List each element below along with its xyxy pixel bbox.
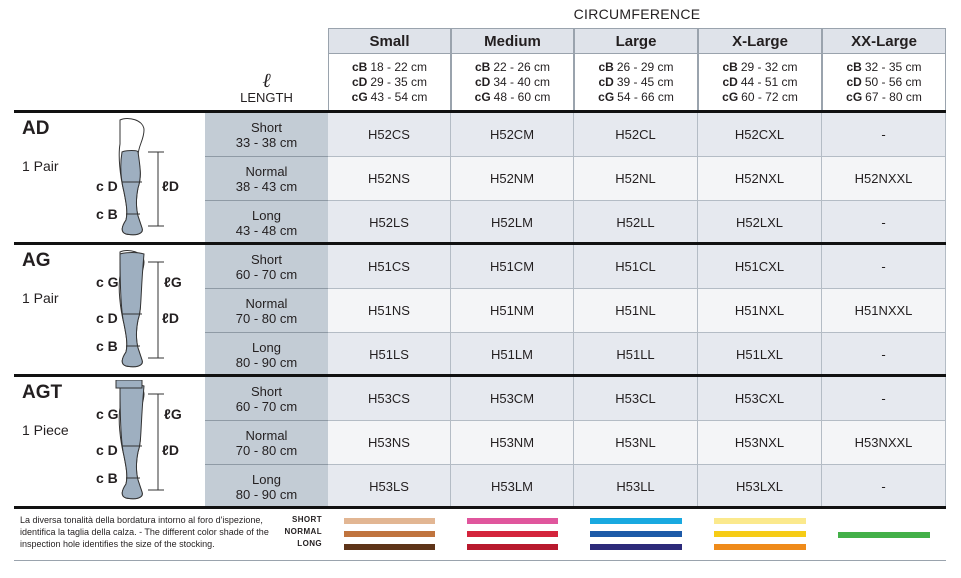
length-cell [205,421,328,465]
product-code-cell: H53NS [328,421,451,465]
group-subtitle: 1 Pair [22,158,59,174]
range-key: cB [846,59,862,74]
product-code-cell: H51LL [574,333,698,377]
range-line [352,75,428,90]
product-code-cell: H51NL [574,289,698,333]
product-code-cell: H53CS [328,377,451,421]
measure-tag-ld: ℓD [162,178,179,194]
color-swatch [714,544,806,550]
circumference-range [574,54,698,110]
color-swatch [590,531,682,537]
range-line [598,60,674,75]
range-line [475,90,551,105]
length-name: Short [250,251,283,267]
length-name: Long [252,207,281,223]
product-code-cell: H51NXL [698,289,822,333]
size-header: XX-Large [822,28,946,54]
product-code-cell: H53CM [451,377,574,421]
measure-tag-ld: ℓD [162,442,179,458]
range-key: cG [722,89,739,104]
measure-tag-cd: c D [96,442,118,458]
length-range: 80 - 90 cm [235,486,298,502]
footnote-text: La diversa tonalità della bordatura intorno al foro d'ispezione, identifica la taglia della calza. - The different color shade of the inspection hole identifies the size of the stocking. [20,515,269,549]
product-code-cell: H53NXXL [822,421,946,465]
product-code-cell: - [822,333,946,377]
range-line [352,90,428,105]
measure-tag-lg: ℓG [164,274,182,290]
range-line [475,75,551,90]
product-code-cell: H53CXL [698,377,822,421]
range-line [722,90,798,105]
length-range: 60 - 70 cm [235,398,298,414]
measure-tag-cg: c G [96,274,119,290]
swatch-row-labels [280,514,322,550]
product-code-cell: H52LS [328,201,451,245]
range-key: cD [846,74,862,89]
size-header: Large [574,28,698,54]
range-key: cD [474,74,491,89]
product-code-cell: H52CL [574,113,698,157]
color-swatch [467,544,558,550]
range-key: cD [722,74,738,89]
range-value: 18 - 22 cm [370,59,428,74]
measure-tag-cb: c B [96,338,118,354]
circumference-range [451,54,574,110]
range-line [352,60,428,75]
measure-tag-lg: ℓG [164,406,182,422]
swatch-row-label: NORMAL [284,527,322,536]
product-code-cell: H51NXXL [822,289,946,333]
group-subtitle: 1 Pair [22,290,59,306]
color-swatch [590,518,682,524]
range-value: 32 - 35 cm [864,59,922,74]
range-key: cB [351,59,368,74]
range-key: cB [474,59,491,74]
size-header: Medium [451,28,574,54]
product-code-cell: H53NL [574,421,698,465]
range-value: 50 - 56 cm [864,74,922,89]
product-code-cell: - [822,377,946,421]
product-code-cell: - [822,465,946,509]
product-code-cell: H52NXL [698,157,822,201]
product-code-cell: H51LS [328,333,451,377]
measure-tag-cd: c D [96,178,118,194]
product-code-cell: H53LS [328,465,451,509]
range-lines [722,60,798,105]
range-value: 67 - 80 cm [865,89,922,104]
product-code-cell: H52NXXL [822,157,946,201]
group-code: AD [22,118,50,139]
measure-tag-ld: ℓD [162,310,179,326]
range-key: cD [598,74,614,89]
length-name: Short [250,383,283,399]
color-swatch [714,518,806,524]
circumference-title: CIRCUMFERENCE [573,6,701,22]
length-name: Normal [245,427,288,443]
range-value: 60 - 72 cm [741,89,798,104]
product-code-cell: H52CM [451,113,574,157]
color-swatch [590,544,682,550]
range-value: 29 - 35 cm [370,74,428,89]
range-line [846,75,922,90]
length-cell [205,289,328,333]
range-lines [846,60,922,105]
color-swatch [838,532,930,538]
product-code-cell: H51CS [328,245,451,289]
length-name: Long [252,339,281,355]
product-code-cell: - [822,201,946,245]
color-swatch [467,531,558,537]
product-code-cell: H53NM [451,421,574,465]
product-code-cell: H52LL [574,201,698,245]
range-line [722,75,798,90]
length-name: Long [252,471,281,487]
product-code-cell: H51LM [451,333,574,377]
range-value: 39 - 45 cm [616,74,674,89]
product-code-cell: H53LXL [698,465,822,509]
length-cell [205,333,328,377]
length-name: Short [250,119,283,135]
color-swatch [714,531,806,537]
range-value: 22 - 26 cm [493,59,551,74]
color-swatch [344,518,435,524]
product-code-cell: H52CS [328,113,451,157]
measure-tag-cb: c B [96,470,118,486]
range-key: cG [351,89,368,104]
range-line [598,75,674,90]
length-range: 80 - 90 cm [235,354,298,370]
range-line [475,60,551,75]
product-code-cell: H53NXL [698,421,822,465]
range-value: 26 - 29 cm [616,59,674,74]
color-swatch [344,544,435,550]
range-line [722,60,798,75]
product-code-cell: H53LL [574,465,698,509]
length-range: 70 - 80 cm [235,442,298,458]
range-value: 29 - 32 cm [740,59,798,74]
product-code-cell: H52LXL [698,201,822,245]
range-line [598,90,674,105]
measure-tag-cb: c B [96,206,118,222]
range-value: 48 - 60 cm [493,89,551,104]
product-code-cell: H53LM [451,465,574,509]
product-code-cell: H52LM [451,201,574,245]
product-code-cell: - [822,245,946,289]
swatch-row-label: SHORT [292,515,322,524]
group-subtitle: 1 Piece [22,422,69,438]
color-swatch [467,518,558,524]
length-cell [205,113,328,157]
product-code-cell: H51NM [451,289,574,333]
range-key: cG [846,89,863,104]
length-symbol: ℓ [262,67,271,92]
product-code-cell: H51NS [328,289,451,333]
product-code-cell: - [822,113,946,157]
length-cell [205,245,328,289]
product-code-cell: H51CL [574,245,698,289]
range-value: 44 - 51 cm [740,74,798,89]
length-cell [205,465,328,509]
length-cell [205,377,328,421]
range-lines [475,60,551,105]
range-lines [352,60,428,105]
range-lines [598,60,674,105]
circumference-range [328,54,451,110]
range-value: 34 - 40 cm [493,74,551,89]
length-range: 70 - 80 cm [235,310,298,326]
length-header [205,64,328,110]
length-name: Normal [245,295,288,311]
range-key: cB [722,59,738,74]
product-code-cell: H52NM [451,157,574,201]
product-code-cell: H51CXL [698,245,822,289]
size-header: Small [328,28,451,54]
range-key: cG [474,89,491,104]
length-name: Normal [245,163,288,179]
measure-tag-cd: c D [96,310,118,326]
range-key: cD [351,74,368,89]
length-cell [205,157,328,201]
group-code: AG [22,250,51,271]
length-range: 60 - 70 cm [235,266,298,282]
range-line [846,90,922,105]
range-key: cB [598,59,614,74]
footer-bottom-line [14,560,946,561]
range-value: 54 - 66 cm [617,89,674,104]
length-cell [205,201,328,245]
length-range: 33 - 38 cm [235,134,298,150]
product-code-cell: H51CM [451,245,574,289]
length-range: 38 - 43 cm [235,178,298,194]
product-code-cell: H52CXL [698,113,822,157]
length-range: 43 - 48 cm [235,222,298,238]
group-divider [14,506,946,509]
range-value: 43 - 54 cm [370,89,428,104]
length-label: LENGTH [240,89,293,105]
product-code-cell: H52NL [574,157,698,201]
swatch-row-label: LONG [297,539,322,548]
product-code-cell: H52NS [328,157,451,201]
circumference-range [698,54,822,110]
range-key: cG [598,89,615,104]
product-code-cell: H51LXL [698,333,822,377]
size-header: X-Large [698,28,822,54]
circumference-range [822,54,946,110]
range-line [846,60,922,75]
color-swatch [344,531,435,537]
product-code-cell: H53CL [574,377,698,421]
group-code: AGT [22,382,63,403]
measure-tag-cg: c G [96,406,119,422]
